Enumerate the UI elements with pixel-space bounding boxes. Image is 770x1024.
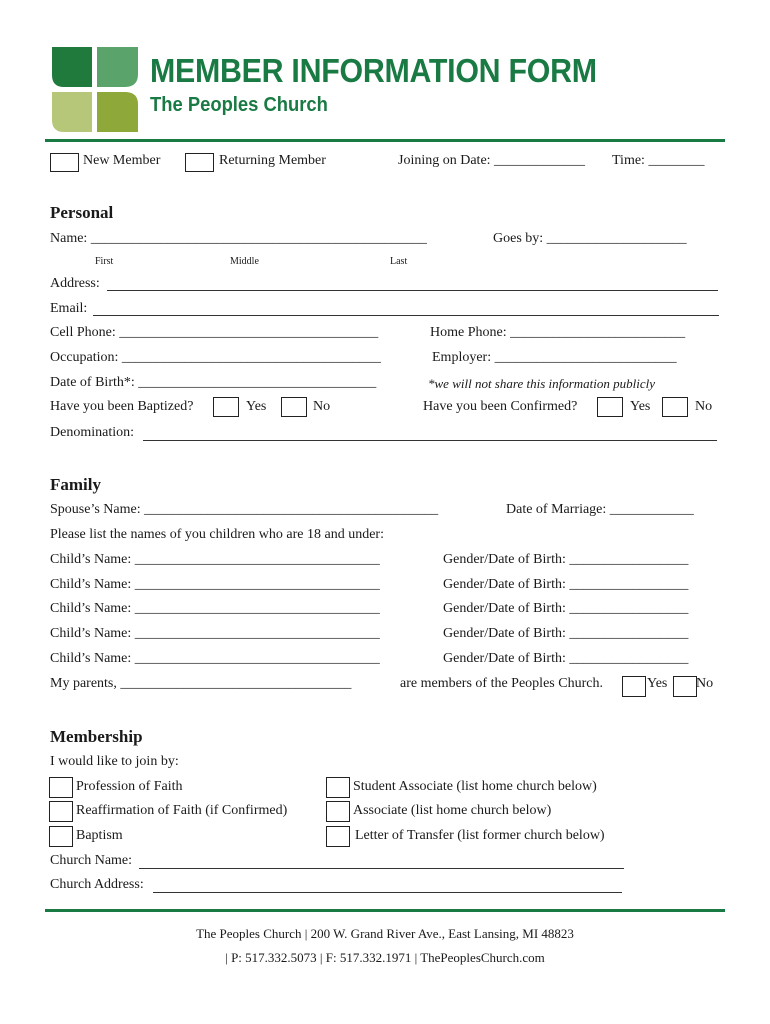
- new-member-label: New Member: [83, 153, 161, 168]
- child-gender-dob-field[interactable]: Gender/Date of Birth: _________________: [443, 626, 689, 641]
- associate-checkbox[interactable]: [326, 801, 350, 822]
- spouse-name-field[interactable]: Spouse’s Name: __________________________________________: [50, 502, 439, 517]
- child-name-field[interactable]: Child’s Name: ___________________________________: [50, 626, 380, 641]
- email-label: Email:: [50, 301, 88, 316]
- profession-of-faith-label: Profession of Faith: [76, 779, 183, 794]
- profession-of-faith-checkbox[interactable]: [49, 777, 73, 798]
- baptism-label: Baptism: [76, 828, 123, 843]
- confirmed-no-label: No: [695, 399, 713, 414]
- baptized-no-checkbox[interactable]: [281, 397, 307, 417]
- child-name-field[interactable]: Child’s Name: ___________________________________: [50, 651, 380, 666]
- last-name-caption: Last: [390, 256, 408, 267]
- time-field[interactable]: Time: ________: [612, 153, 705, 168]
- church-name-input[interactable]: [139, 868, 624, 869]
- footer-contact: | P: 517.332.5073 | F: 517.332.1971 | ThePeoplesChurch.com: [225, 950, 545, 965]
- personal-heading: Personal: [50, 203, 114, 222]
- middle-name-caption: Middle: [230, 256, 259, 267]
- child-gender-dob-field[interactable]: Gender/Date of Birth: _________________: [443, 552, 689, 567]
- employer-field[interactable]: Employer: __________________________: [432, 350, 677, 365]
- membership-heading: Membership: [50, 727, 143, 746]
- church-name: The Peoples Church: [150, 94, 328, 116]
- returning-member-checkbox[interactable]: [185, 153, 214, 172]
- confirmed-yes-checkbox[interactable]: [597, 397, 623, 417]
- student-associate-checkbox[interactable]: [326, 777, 350, 798]
- child-name-field[interactable]: Child’s Name: ___________________________________: [50, 577, 380, 592]
- child-name-field[interactable]: Child’s Name: ___________________________________: [50, 552, 380, 567]
- church-address-input[interactable]: [153, 892, 622, 893]
- date-of-birth-field[interactable]: Date of Birth*: __________________________________: [50, 375, 377, 390]
- reaffirmation-label: Reaffirmation of Faith (if Confirmed): [76, 803, 288, 818]
- email-input[interactable]: [93, 315, 719, 316]
- denomination-input[interactable]: [143, 440, 717, 441]
- returning-member-label: Returning Member: [219, 153, 326, 168]
- marriage-date-field[interactable]: Date of Marriage: ____________: [506, 502, 694, 517]
- home-phone-field[interactable]: Home Phone: _________________________: [430, 325, 686, 340]
- parents-no-label: No: [696, 676, 714, 691]
- baptized-no-label: No: [313, 399, 331, 414]
- address-input[interactable]: [107, 290, 718, 291]
- baptism-checkbox[interactable]: [49, 826, 73, 847]
- footer-divider: [45, 909, 725, 912]
- student-associate-label: Student Associate (list home church below): [353, 779, 597, 794]
- letter-of-transfer-checkbox[interactable]: [326, 826, 350, 847]
- join-prompt: I would like to join by:: [50, 754, 179, 769]
- child-gender-dob-field[interactable]: Gender/Date of Birth: _________________: [443, 577, 689, 592]
- name-field[interactable]: Name: ________________________________________________: [50, 231, 427, 246]
- church-name-label: Church Name:: [50, 853, 133, 868]
- parents-yes-label: Yes: [647, 676, 668, 691]
- child-gender-dob-field[interactable]: Gender/Date of Birth: _________________: [443, 601, 689, 616]
- form-title: MEMBER INFORMATION FORM: [150, 52, 597, 89]
- parents-no-checkbox[interactable]: [673, 676, 697, 697]
- confirmed-no-checkbox[interactable]: [662, 397, 688, 417]
- church-address-label: Church Address:: [50, 877, 144, 892]
- header-divider: [45, 139, 725, 142]
- footer-address: The Peoples Church | 200 W. Grand River Ave., East Lansing, MI 48823: [196, 926, 574, 941]
- cell-phone-field[interactable]: Cell Phone: _____________________________________: [50, 325, 379, 340]
- children-prompt: Please list the names of you children who are 18 and under:: [50, 527, 384, 542]
- denomination-label: Denomination:: [50, 425, 134, 440]
- church-logo-icon: [50, 44, 140, 134]
- parents-field[interactable]: My parents, _________________________________: [50, 676, 352, 691]
- privacy-note: *we will not share this information publicly: [428, 376, 656, 391]
- new-member-checkbox[interactable]: [50, 153, 79, 172]
- letter-of-transfer-label: Letter of Transfer (list former church below): [355, 828, 605, 843]
- baptized-question: Have you been Baptized?: [50, 399, 194, 414]
- family-heading: Family: [50, 475, 101, 494]
- parents-suffix-text: are members of the Peoples Church.: [400, 676, 603, 691]
- first-name-caption: First: [95, 256, 114, 267]
- associate-label: Associate (list home church below): [353, 803, 552, 818]
- child-gender-dob-field[interactable]: Gender/Date of Birth: _________________: [443, 651, 689, 666]
- confirmed-question: Have you been Confirmed?: [423, 399, 578, 414]
- address-label: Address:: [50, 276, 100, 291]
- confirmed-yes-label: Yes: [630, 399, 651, 414]
- parents-yes-checkbox[interactable]: [622, 676, 646, 697]
- occupation-field[interactable]: Occupation: _____________________________________: [50, 350, 381, 365]
- child-name-field[interactable]: Child’s Name: ___________________________________: [50, 601, 380, 616]
- goes-by-field[interactable]: Goes by: ____________________: [493, 231, 687, 246]
- baptized-yes-checkbox[interactable]: [213, 397, 239, 417]
- reaffirmation-checkbox[interactable]: [49, 801, 73, 822]
- baptized-yes-label: Yes: [246, 399, 267, 414]
- joining-date-field[interactable]: Joining on Date: _____________: [398, 153, 586, 168]
